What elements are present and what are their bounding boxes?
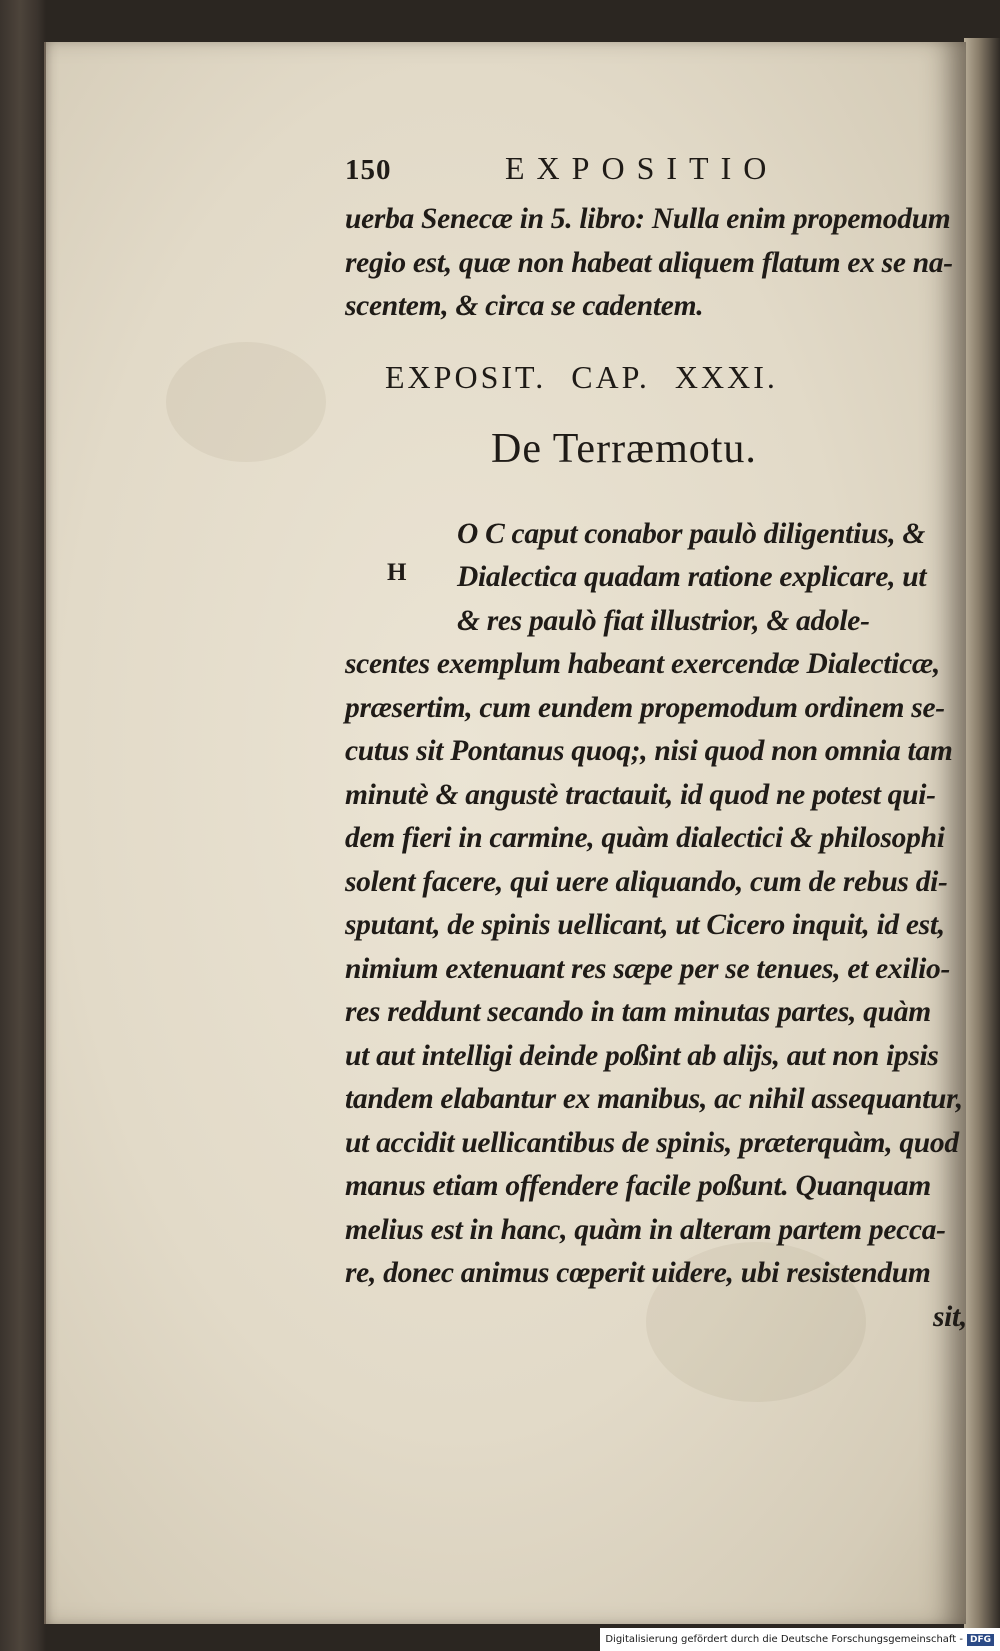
text-line: solent facere, qui uere aliquando, cum de rebus di- bbox=[345, 865, 948, 898]
text-line: cutus sit Pontanus quoq;, nisi quod non omnia tam bbox=[345, 735, 953, 767]
text-line: melius est in hanc, quàm in alteram partem pecca- bbox=[345, 1213, 946, 1246]
text-line: nimium extenuant res sæpe per se tenues, et exilio- bbox=[345, 952, 951, 985]
text-line: dem fieri in carmine, quàm dialectici & philosophi bbox=[345, 822, 945, 854]
running-head: EXPOSITIO bbox=[505, 150, 779, 186]
text-line: ut aut intelligi deinde poßint ab alijs, aut non ipsis bbox=[345, 1039, 939, 1072]
digitization-credit-bar bbox=[600, 1628, 1000, 1651]
drop-cap: H bbox=[387, 558, 407, 586]
text-line: manus etiam offendere facile poßunt. Quanquam bbox=[345, 1170, 931, 1202]
text-block bbox=[345, 150, 975, 1339]
text-line: Dialectica quadam ratione explicare, ut bbox=[457, 561, 927, 593]
page-number: 150 bbox=[345, 154, 392, 186]
digitization-credit: Digitalisierung gefördert durch die Deutsche Forschungsgemeinschaft - bbox=[605, 1634, 963, 1645]
text-line: res reddunt secando in tam minutas partes, quàm bbox=[345, 996, 931, 1028]
text-line: ut accidit uellicantibus de spinis, præterquàm, quod bbox=[345, 1126, 959, 1159]
chapter-paragraph bbox=[345, 513, 975, 1340]
text-line: regio est, quæ non habeat aliquem flatum ex se na- bbox=[345, 246, 953, 279]
text-line: scentes exemplum habeant exercendæ Dialecticæ, bbox=[345, 648, 940, 680]
text-line: sputant, de spinis uellicant, ut Cicero inquit, id est, bbox=[345, 909, 945, 941]
text-line: O C caput conabor paulò diligentius, & bbox=[457, 517, 926, 550]
paper-stain bbox=[166, 342, 326, 462]
section-title: De Terræmotu. bbox=[491, 425, 757, 472]
text-line: re, donec animus cœperit uidere, ubi resistendum bbox=[345, 1257, 931, 1289]
text-line: scentem, & circa se cadentem. bbox=[345, 290, 704, 322]
continuation-paragraph bbox=[345, 198, 975, 329]
text-line: minutè & angustè tractauit, id quod ne potest qui- bbox=[345, 778, 936, 811]
text-line: uerba Senecæ in 5. libro: Nulla enim propemodum bbox=[345, 203, 951, 235]
catchword: sit, bbox=[932, 1300, 967, 1333]
dfg-logo: DFG bbox=[967, 1634, 994, 1646]
text-line: præsertim, cum eundem propemodum ordinem se- bbox=[345, 691, 945, 724]
text-line: & res paulò fiat illustrior, & adole- bbox=[457, 604, 870, 637]
chapter-heading: EXPOSIT. CAP. XXXI. bbox=[385, 358, 778, 395]
page-header bbox=[345, 150, 975, 192]
text-line: tandem elabantur ex manibus, ac nihil assequantur, bbox=[345, 1083, 963, 1115]
